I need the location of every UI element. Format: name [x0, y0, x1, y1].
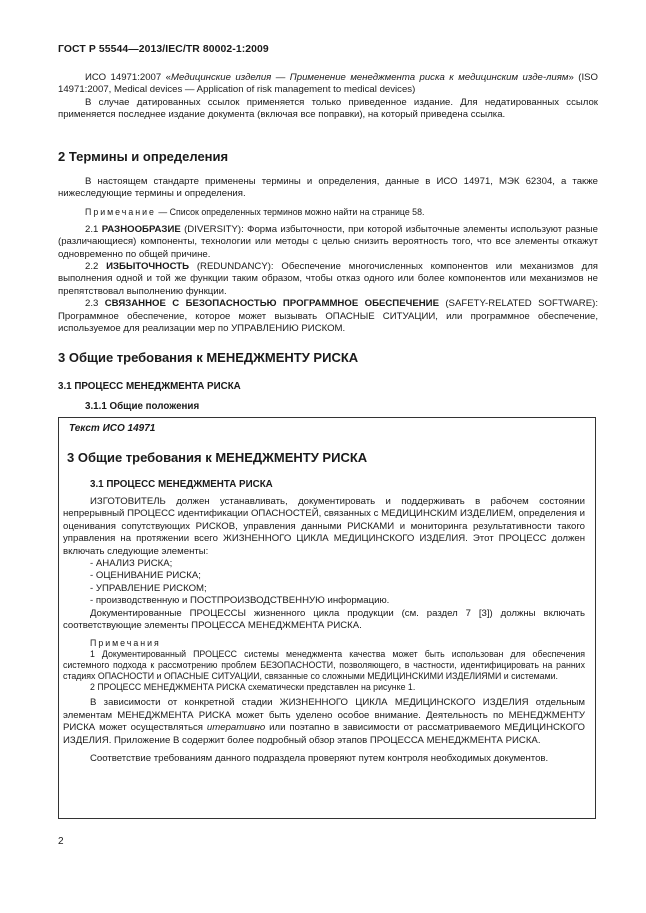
section-3-1-1 — [58, 401, 598, 412]
quote-note-1: 1 Документированный ПРОЦЕСС системы менеджмента качества может быть использован для обеспечения системного подхода к рассмотрению проблем БЕЗОПАСНОСТИ, позволяющего, в частности, идентифицировать на ранних стадиях ОПАСНОСТИ и ОПАСНЫЕ СИТУАЦИИ, связанные со сложными МЕДИЦИНСКИМИ ИЗДЕЛИЯМИ и системами. — [63, 649, 585, 682]
quote-paragraph-2: Документированные ПРОЦЕССЫ жизненного цикла продукции (см. раздел 7 [3]) должны включать соответствующие элементы ПРОЦЕССА МЕНЕДЖМЕНТА РИСКА. — [63, 607, 585, 632]
quote-section-title: 3 Общие требования к МЕНЕДЖМЕНТУ РИСКА — [67, 450, 368, 465]
section-3-1-title: 3.1 ПРОЦЕСС МЕНЕДЖМЕНТА РИСКА — [58, 381, 241, 392]
section-2 — [58, 149, 598, 164]
section-3-1-1-title: 3.1.1 Общие положения — [85, 401, 200, 412]
section-2-intro: В настоящем стандарте применены термины и определения, данные в ИСО 14971, МЭК 62304, а также нижеследующие термины и определения. — [58, 176, 598, 200]
section-3 — [58, 350, 598, 365]
reference-iso-14971: ИСО 14971:2007 «Медицинские изделия — Применение менеджмента риска к медицинским изде-лиям» (ISO 14971:2007, Medical devices — Application of risk management to medical devices) — [58, 72, 598, 96]
term-2-2: 2.2 ИЗБЫТОЧНОСТЬ (REDUNDANCY): Обеспечение многочисленных компонентов или механизмов для выполнения одной и той же функции таким образом, чтобы отказ одного или более компонентов или механизмов не препятствовал выполнению функции. — [58, 261, 598, 297]
quote-list-item: - АНАЛИЗ РИСКА; — [90, 558, 173, 570]
quote-paragraph-3: В зависимости от конкретной стадии ЖИЗНЕННОГО ЦИКЛА МЕДИЦИНСКОГО ИЗДЕЛИЯ отдельным элементам МЕНЕДЖМЕНТА РИСКА может быть уделено особое внимание. Деятельность по МЕНЕДЖМЕНТУ РИСКА может осуществляться итеративно или поэтапно в зависимости от рассматриваемого МЕДИЦИНСКОГО ИЗДЕЛИЯ. Приложение В содержит более подробный обзор этапов ПРОЦЕССА МЕНЕДЖМЕНТА РИСКА. — [63, 697, 585, 746]
quote-paragraph-1: ИЗГОТОВИТЕЛЬ должен устанавливать, документировать и поддерживать в рабочем состоянии непрерывный ПРОЦЕСС идентификации ОПАСНОСТЕЙ, связанных с МЕДИЦИНСКИМ ИЗДЕЛИЕМ, определения и оценивания сопутствующих РИСКОВ, управления данными РИСКАМИ и мониторинга результативности такого управления на протяжении всего ЖИЗНЕННОГО ЦИКЛА МЕДИЦИНСКОГО ИЗДЕЛИЯ. Этот ПРОЦЕСС должен включать следующие элементы: — [63, 496, 585, 557]
section-2-title: 2 Термины и определения — [58, 149, 229, 164]
section-3-title: 3 Общие требования к МЕНЕДЖМЕНТУ РИСКА — [58, 350, 359, 365]
page-number: 2 — [58, 836, 64, 847]
quote-notes-label: Примечания — [90, 638, 161, 649]
quote-box-label: Текст ИСО 14971 — [69, 423, 156, 434]
reference-note: В случае датированных ссылок применяется только приведенное издание. Для недатированных ссылок применяется последнее издание документа (включая все поправки), на который приведена ссылка. — [58, 96, 598, 121]
quote-subsection-title: 3.1 ПРОЦЕСС МЕНЕДЖМЕНТА РИСКА — [90, 479, 273, 490]
quote-note-2: 2 ПРОЦЕСС МЕНЕДЖМЕНТА РИСКА схематически представлен на рисунке 1. — [90, 682, 416, 693]
section-3-1 — [58, 381, 598, 392]
document-header: ГОСТ Р 55544—2013/IEC/TR 80002-1:2009 — [58, 44, 269, 55]
quote-paragraph-4: Соответствие требованиям данного подраздела проверяют путем контроля необходимых документов. — [90, 753, 549, 765]
references-block — [58, 72, 598, 122]
term-2-1: 2.1 РАЗНООБРАЗИЕ (DIVERSITY): Форма избыточности, при которой избыточные элементы используют разные (различающиеся) компоненты, технологии или методы с целью снизить вероятность того, что все элементы откажут одновременно по общей причине. — [58, 223, 598, 260]
quote-list-item: - ОЦЕНИВАНИЕ РИСКА; — [90, 570, 201, 582]
quote-list-item: - производственную и ПОСТПРОИЗВОДСТВЕННУЮ информацию. — [90, 595, 390, 607]
section-2-note: Примечание — Список определенных терминов можно найти на странице 58. — [85, 206, 425, 217]
term-2-3: 2.3 СВЯЗАННОЕ С БЕЗОПАСНОСТЬЮ ПРОГРАММНОЕ ОБЕСПЕЧЕНИЕ (SAFETY-RELATED SOFTWARE): Программное обеспечение, которое может вызывать ОПАСНЫЕ СИТУАЦИИ, или программное обеспечение, используемое для реализации мер по УПРАВЛЕНИЮ РИСКОМ. — [58, 298, 598, 335]
quote-list-item: - УПРАВЛЕНИЕ РИСКОМ; — [90, 582, 207, 594]
iso-14971-quote-box — [58, 417, 596, 819]
section-2-body — [58, 176, 598, 335]
